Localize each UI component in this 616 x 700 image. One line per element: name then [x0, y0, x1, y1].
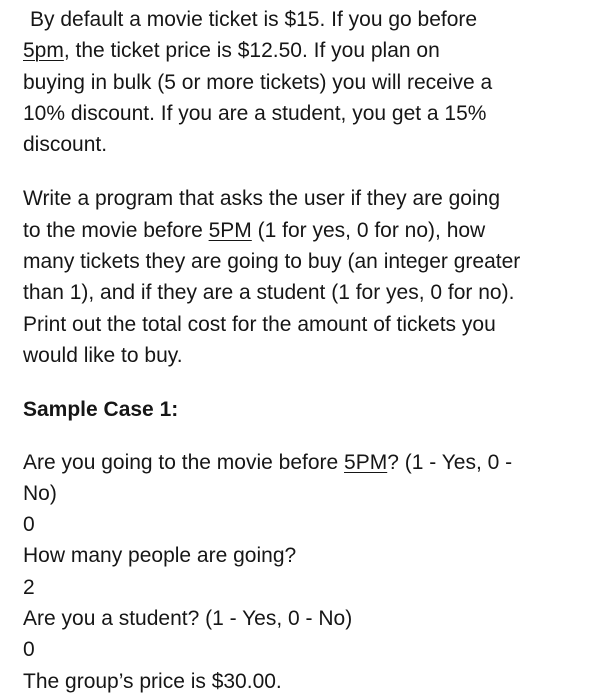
underlined-term-5pm: 5pm: [23, 39, 64, 63]
text-span: ? (1 - Yes, 0 -: [387, 450, 513, 474]
text-line: [23, 183, 603, 214]
text-span: , the ticket price is $12.50. If you plan on: [63, 39, 440, 63]
paragraph-spacer: [23, 160, 603, 183]
text-span: would like to buy.: [23, 343, 183, 367]
text-span: than 1), and if they are a student (1 for yes, 0 for no).: [23, 281, 515, 305]
problem-paragraph-task: [23, 183, 603, 371]
underlined-term-5pm: 5PM: [208, 218, 252, 242]
result-line: The group’s price is $30.00.: [23, 669, 282, 693]
text-span: Write a program that asks the user if they are going: [23, 187, 501, 211]
answer-student: 0: [23, 638, 35, 662]
text-line: [23, 98, 603, 129]
answer-people: 2: [23, 575, 35, 599]
sample-case-transcript: [23, 447, 603, 697]
paragraph-spacer: [23, 426, 603, 447]
prompt-line-student: Are you a student? (1 - Yes, 0 - No): [23, 607, 353, 631]
text-span: Are you going to the movie before: [23, 450, 345, 474]
text-line: [23, 340, 603, 371]
prompt-line-before-5pm: [23, 447, 603, 478]
text-line: [23, 4, 603, 35]
text-span: to the movie before: [23, 218, 209, 242]
text-span: (1 for yes, 0 for no), how: [251, 218, 486, 242]
text-line: [23, 309, 603, 340]
text-span: By default a movie ticket is $15. If you go before: [30, 8, 478, 31]
text-span: Print out the total cost for the amount of tickets you: [23, 312, 496, 336]
text-span: discount.: [23, 133, 108, 157]
text-line: [23, 246, 603, 277]
text-line: [23, 67, 603, 98]
problem-document: [23, 4, 603, 697]
underlined-term-5pm: 5PM: [344, 450, 388, 474]
problem-paragraph-pricing: [23, 4, 603, 160]
text-span: 10% discount. If you are a student, you get a 15%: [23, 101, 487, 125]
text-span: many tickets they are going to buy (an integer greater: [23, 250, 521, 274]
text-line: [23, 35, 603, 66]
prompt-line-people: How many people are going?: [23, 544, 297, 568]
sample-case-title: Sample Case 1:: [23, 398, 179, 422]
sample-case-heading: [23, 394, 603, 425]
paragraph-spacer: [23, 371, 603, 394]
text-span: buying in bulk (5 or more tickets) you will receive a: [23, 70, 493, 94]
text-line: [23, 277, 603, 308]
text-line: [23, 215, 603, 246]
prompt-line-continuation: No): [23, 481, 57, 505]
text-line: [23, 129, 603, 160]
answer-before-5pm: 0: [23, 513, 35, 537]
